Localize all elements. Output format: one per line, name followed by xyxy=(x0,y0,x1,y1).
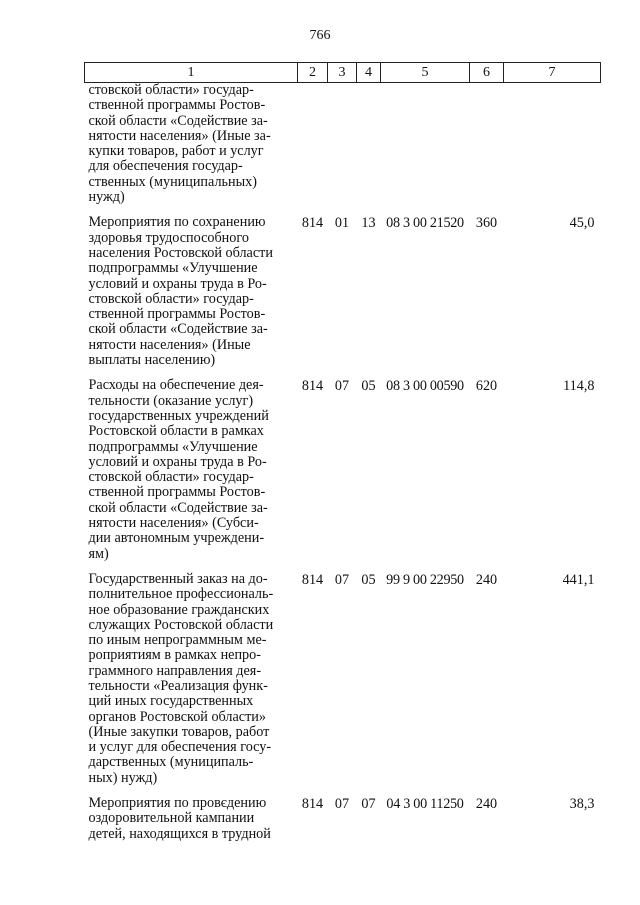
row-subsection: 13 xyxy=(361,215,376,232)
budget-table xyxy=(84,62,601,842)
table-row xyxy=(85,796,601,842)
row-amount: 38,3 xyxy=(569,796,595,813)
table-body xyxy=(85,83,601,842)
row-description: Мероприятия по сохранению здоровья трудоспособного населения Ростовской области подпрограммы «Улучшение условий и охраны труда в Ро- стовской области» государ- ственной программы Ростов- ской области «Содействие за- нятости населения» (Иные выплаты населению) xyxy=(88,214,273,369)
row-target-code: 04 3 00 11250 xyxy=(386,796,464,813)
row-ministry: 814 xyxy=(301,796,324,813)
row-expense-type: 240 xyxy=(475,571,498,588)
row-expense-type xyxy=(470,83,504,206)
header-col-3: 3 xyxy=(328,63,357,83)
table-row xyxy=(85,378,601,562)
row-description: Мероприятия по провєдению оздоровительной кампании детей, находящихся в трудной xyxy=(88,795,271,842)
row-target-code: 99 9 00 22950 xyxy=(386,571,464,588)
row-ministry xyxy=(298,83,328,206)
header-col-5: 5 xyxy=(381,63,470,83)
row-section: 01 xyxy=(334,215,350,232)
table-row xyxy=(85,215,601,368)
row-description: Государственный заказ на до- полнительное профессиональ- ное образование гражданских служащих Ростовской области по иным непрограммным ме- роприятиям в рамках непро- граммного направления дея- тельности «Реализация функ- ций иных государственных органов Ростовской области» (Иные закупки товаров, работ и услуг для обеспечения госу- дарственных (муниципаль- ных) нужд) xyxy=(88,570,274,786)
row-section xyxy=(328,83,357,206)
row-target-code: 08 3 00 00590 xyxy=(386,378,464,395)
row-ministry: 814 xyxy=(301,571,324,588)
row-description: стовской области» государ- ственной программы Ростов- ской области «Содействие за- нятости населения» (Иные за- купки товаров, работ и услуг для обеспечения государ- ственных (муниципальных) нужд) xyxy=(88,82,271,206)
row-subsection xyxy=(357,83,381,206)
row-amount xyxy=(504,83,601,206)
row-ministry: 814 xyxy=(301,215,324,232)
header-col-7: 7 xyxy=(504,63,601,83)
header-col-2: 2 xyxy=(298,63,328,83)
row-subsection: 05 xyxy=(361,571,376,588)
row-section: 07 xyxy=(334,571,350,588)
row-subsection: 07 xyxy=(361,796,376,813)
row-description: Расходы на обеспечение дея- тельности (оказание услуг) государственных учреждений Ростовской области в рамках подпрограммы «Улучшение условий и охраны труда в Ро- стовской области» государ- ственной программы Ростов- ской области «Содействие за- нятости населения» (Субси- дии автономным учреждени- ям) xyxy=(88,377,269,562)
table-row xyxy=(85,83,601,206)
row-amount: 441,1 xyxy=(562,571,595,588)
page-number: 766 xyxy=(309,28,331,43)
row-expense-type: 620 xyxy=(475,378,498,395)
row-amount: 45,0 xyxy=(569,215,595,232)
row-section: 07 xyxy=(334,378,350,395)
row-target-code: 08 3 00 21520 xyxy=(386,215,464,232)
row-subsection: 05 xyxy=(361,378,376,395)
row-expense-type: 240 xyxy=(475,796,498,813)
header-col-1: 1 xyxy=(85,63,298,83)
header-col-4: 4 xyxy=(357,63,381,83)
header-col-6: 6 xyxy=(470,63,504,83)
row-section: 07 xyxy=(334,796,350,813)
table-row xyxy=(85,572,601,786)
row-target-code xyxy=(381,83,470,206)
row-expense-type: 360 xyxy=(475,215,498,232)
header-row xyxy=(85,63,601,83)
row-amount: 114,8 xyxy=(563,378,595,395)
table-header xyxy=(85,63,601,83)
row-ministry: 814 xyxy=(301,378,324,395)
